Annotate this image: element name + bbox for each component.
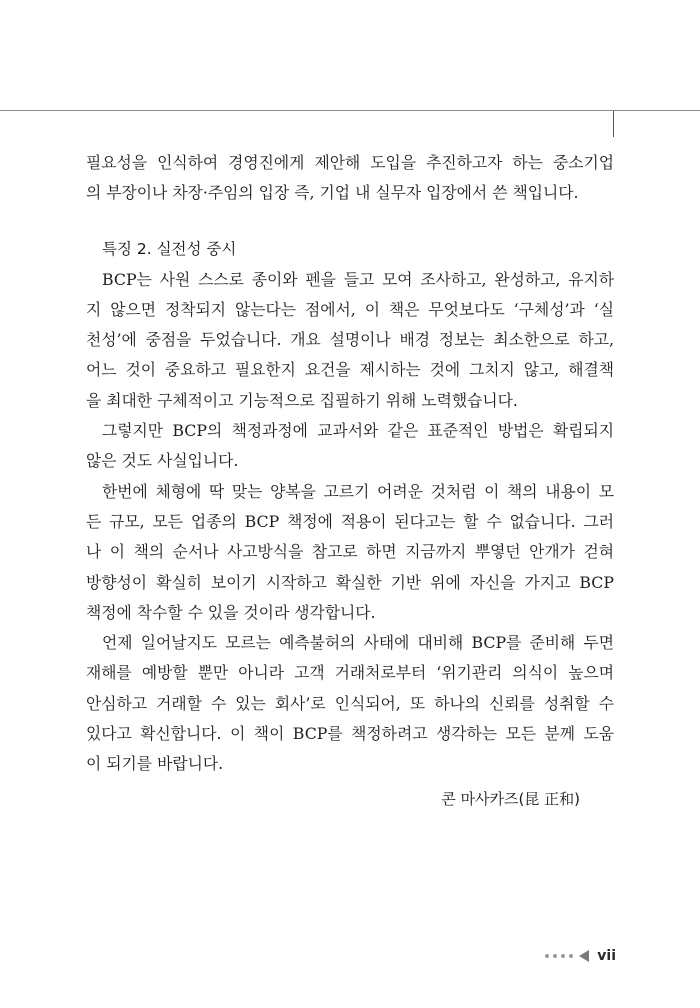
paragraph-line: 재해를 예방할 뿐만 아니라 고객 거래처로부터 ‘위기관리 의식이 높으며 <box>86 663 614 683</box>
paragraph-line: BCP는 사원 스스로 종이와 펜을 들고 모여 조사하고, 완성하고, 유지하 <box>102 269 614 289</box>
section-gap <box>86 209 614 233</box>
paragraph-line: 나 이 책의 순서나 사고방식을 참고로 하면 지금까지 뿌옇던 안개가 걷혀 <box>86 542 614 562</box>
paragraph-line: 않은 것도 사실입니다. <box>86 451 239 471</box>
header-rule <box>0 110 700 111</box>
paragraph-line: 있다고 확신합니다. 이 책이 BCP를 책정하려고 생각하는 모든 분께 도움 <box>86 724 614 744</box>
section-heading: 특징 2. 실전성 중시 <box>102 239 237 258</box>
paragraph-line: 안심하고 거래할 수 있는 회사’로 인식되어, 또 하나의 신뢰를 성취할 수 <box>86 693 614 713</box>
footer-dot-icon <box>561 954 565 958</box>
paragraph-line: 그렇지만 BCP의 책정과정에 교과서와 같은 표준적인 방법은 확립되지 <box>102 421 614 441</box>
page-footer <box>545 948 616 964</box>
paragraph-line: 천성’에 중점을 두었습니다. 개요 설명이나 배경 정보는 최소한으로 하고, <box>86 330 614 350</box>
footer-dot-icon <box>553 954 557 958</box>
paragraph-line: 을 최대한 구체적이고 기능적으로 집필하기 위해 노력했습니다. <box>86 390 518 410</box>
intro-line: 의 부장이나 차장·주임의 입장 즉, 기업 내 실무자 입장에서 쓴 책입니다. <box>86 183 579 203</box>
intro-line: 필요성을 인식하여 경영진에게 제안해 도입을 추진하고자 하는 중소기업 <box>86 153 614 172</box>
paragraph-line: 어느 것이 중요하고 필요한지 요건을 제시하는 것에 그치지 않고, 해결책 <box>86 360 614 380</box>
author-signature: 콘 마사카즈(昆 正和) <box>441 789 580 808</box>
paragraph-line: 책정에 착수할 수 있을 것이라 생각합니다. <box>86 602 376 622</box>
footer-dot-icon <box>545 954 549 958</box>
page-number: vii <box>597 948 616 964</box>
paragraph-line: 든 규모, 모든 업종의 BCP 책정에 적용이 된다고는 할 수 없습니다. 그러 <box>86 511 614 531</box>
paragraph-line: 언제 일어날지도 모르는 예측불허의 사태에 대비해 BCP를 준비해 두면 <box>102 633 614 653</box>
footer-triangle-icon <box>579 950 589 962</box>
footer-dot-icon <box>569 954 573 958</box>
page-body <box>86 148 614 816</box>
paragraph-line: 방향성이 확실히 보이기 시작하고 확실한 기반 위에 자신을 가지고 BCP <box>86 572 614 592</box>
paragraph-line: 지 않으면 정착되지 않는다는 점에서, 이 책은 무엇보다도 ‘구체성’과 ‘실 <box>86 299 614 319</box>
paragraph-line: 이 되기를 바랍니다. <box>86 754 224 774</box>
header-tick-mark <box>613 111 614 137</box>
paragraph-line: 한번에 체형에 딱 맞는 양복을 고르기 어려운 것처럼 이 책의 내용이 모 <box>102 481 614 501</box>
